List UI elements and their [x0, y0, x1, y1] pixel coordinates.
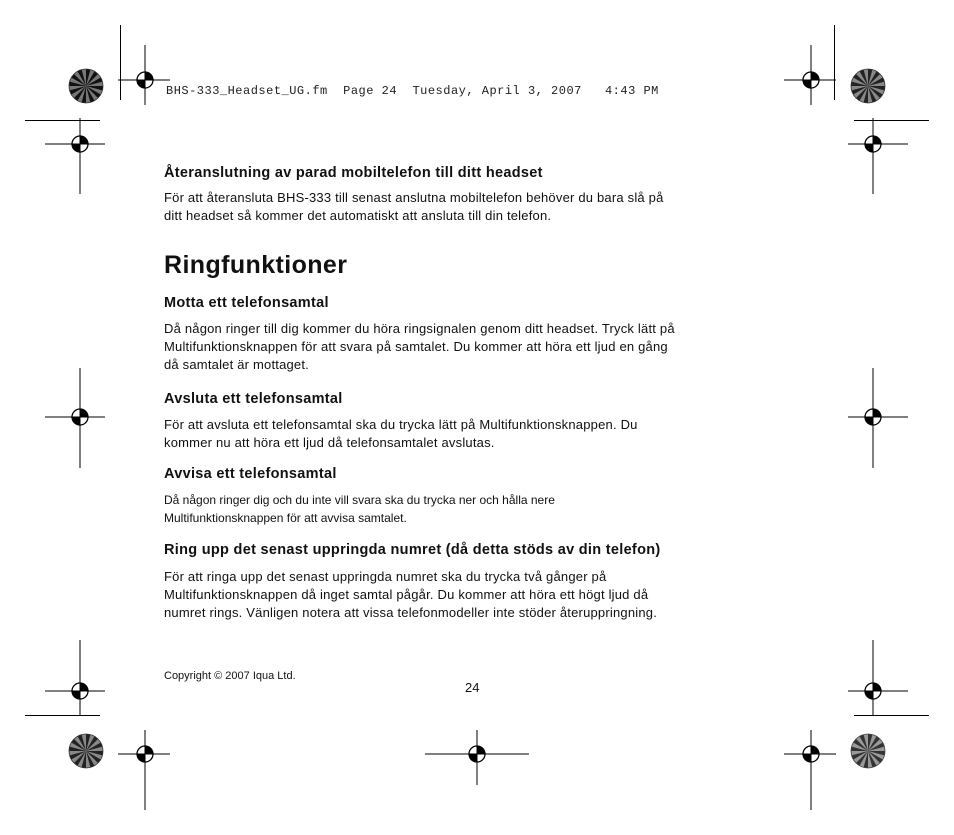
page-number: 24: [465, 680, 480, 695]
registration-mark-right-middle: [848, 368, 908, 468]
copyright-notice: Copyright © 2007 Iqua Ltd.: [164, 670, 296, 682]
text-line: Då någon ringer dig och du inte vill svara ska du trycka ner och hålla nere: [164, 493, 555, 507]
registration-mark-left-lower: [45, 640, 105, 716]
starburst-target-bottom-left: [68, 733, 104, 769]
crop-mark-top-right-vertical: [834, 25, 835, 100]
section-heading-answer-call: Motta ett telefonsamtal: [164, 295, 329, 311]
text-line: För att avsluta ett telefonsamtal ska du trycka lätt på Multifunktionsknappen. Du: [164, 417, 638, 432]
crop-mark-top-left-horizontal: [25, 120, 100, 121]
section-paragraph-end-call: [164, 416, 784, 452]
registration-mark-top-right: [784, 45, 836, 105]
registration-mark-bottom-center: [425, 730, 529, 785]
text-line: numret rings. Vänligen notera att vissa telefonmodeller inte stöder återuppringning.: [164, 605, 658, 620]
text-line: kommer nu att höra ett ljud då telefonsamtalet avslutas.: [164, 435, 495, 450]
crop-mark-bottom-left-horizontal: [25, 715, 100, 716]
registration-mark-top-left: [118, 45, 170, 105]
starburst-target-top-left: [68, 68, 104, 104]
registration-mark-right-lower: [848, 640, 908, 716]
text-line: ditt headset så kommer det automatiskt att ansluta till din telefon.: [164, 208, 552, 223]
text-line: Multifunktionsknappen för att avvisa samtalet.: [164, 511, 407, 525]
text-line: Då någon ringer till dig kommer du höra ringsignalen genom ditt headset. Tryck lätt på: [164, 321, 675, 336]
text-line: Multifunktionsknappen för att svara på samtalet. Du kommer att höra ett ljud en gång: [164, 339, 668, 354]
text-line: då samtalet är mottaget.: [164, 357, 309, 372]
registration-mark-left-middle: [45, 368, 105, 468]
starburst-target-top-right: [850, 68, 886, 104]
section-paragraph-redial: [164, 568, 784, 622]
starburst-target-bottom-right: [850, 733, 886, 769]
text-line: För att ringa upp det senast uppringda numret ska du trycka två gånger på: [164, 569, 607, 584]
section-heading-reject-call: Avvisa ett telefonsamtal: [164, 466, 337, 482]
section-heading-redial: Ring upp det senast uppringda numret (då detta stöds av din telefon): [164, 542, 661, 558]
crop-mark-top-right-horizontal: [854, 120, 929, 121]
section-paragraph-reject-call: [164, 491, 784, 527]
registration-mark-bottom-left: [118, 730, 170, 810]
text-line: För att återansluta BHS-333 till senast anslutna mobiltelefon behöver du bara slå på: [164, 190, 664, 205]
registration-mark-left-upper: [45, 118, 105, 194]
crop-mark-top-left-vertical: [120, 25, 121, 100]
section-heading-reconnect: Återanslutning av parad mobiltelefon till ditt headset: [164, 165, 543, 181]
crop-mark-bottom-right-horizontal: [854, 715, 929, 716]
section-heading-end-call: Avsluta ett telefonsamtal: [164, 391, 343, 407]
registration-mark-right-upper: [848, 118, 908, 194]
chapter-title: Ringfunktioner: [164, 251, 348, 279]
text-line: Multifunktionsknappen då inget samtal pågår. Du kommer att höra ett högt ljud då: [164, 587, 649, 602]
section-paragraph-answer-call: [164, 320, 784, 374]
section-paragraph-reconnect: [164, 189, 784, 225]
registration-mark-bottom-right: [784, 730, 836, 810]
print-slug-line: BHS-333_Headset_UG.fm Page 24 Tuesday, April 3, 2007 4:43 PM: [166, 84, 659, 98]
